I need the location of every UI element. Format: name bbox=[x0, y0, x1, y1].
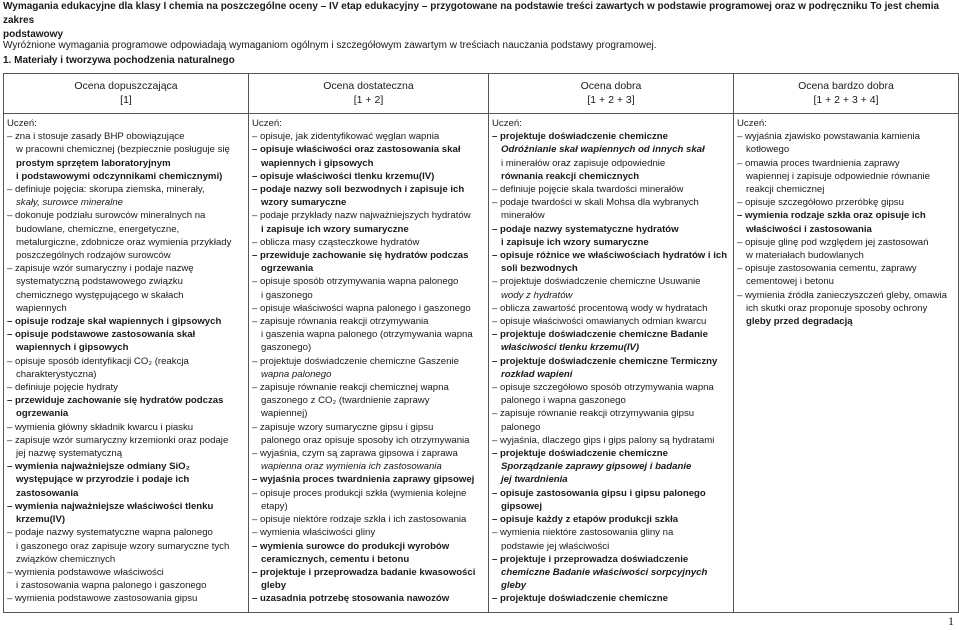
requirement-line: – opisuje sposób identyfikacji CO₂ (reakcja bbox=[7, 355, 189, 367]
requirement-line: – zapisuje równanie reakcji chemicznej wapna bbox=[252, 382, 449, 394]
requirement-line: – wymienia właściwości gliny bbox=[252, 527, 376, 539]
student-label: Uczeń: bbox=[252, 118, 282, 129]
column-header-name: Ocena dobra bbox=[580, 80, 642, 92]
requirement-line: metalurgiczne, zdobnicze oraz wymienia przykłady bbox=[16, 236, 232, 248]
requirement-line: – projektuje doświadczenie chemiczne Usuwanie bbox=[492, 276, 701, 288]
column-header-scale: [1 + 2 + 3] bbox=[587, 94, 635, 106]
requirement-line: jej twardnienia bbox=[501, 474, 568, 486]
requirement-line: – definiuje pojęcie hydraty bbox=[7, 382, 118, 394]
requirement-line: palonego i wapna gaszonego bbox=[501, 395, 626, 407]
requirement-line: – opisuje zastosowania cementu, zaprawy bbox=[737, 263, 917, 275]
requirement-line: budowlane, chemiczne, energetyczne, bbox=[16, 223, 180, 235]
document-title-line2: podstawowy bbox=[3, 29, 64, 40]
requirement-line: – opisuje rodzaje skał wapiennych i gipsowych bbox=[7, 316, 222, 328]
requirement-line: – opisuje właściwości wapna palonego i gaszonego bbox=[252, 302, 471, 314]
requirement-line: – podaje nazwy systematyczne wapna palonego bbox=[7, 527, 213, 539]
requirement-line: – podaje twardości w skali Mohsa dla wybranych bbox=[492, 197, 699, 209]
requirement-line: cementowej i betonu bbox=[746, 276, 834, 288]
requirement-line: palonego oraz opisuje sposoby ich otrzymywania bbox=[261, 434, 470, 446]
requirement-line: – omawia proces twardnienia zaprawy bbox=[737, 157, 900, 169]
requirement-line: – wymienia podstawowe zastosowania gipsu bbox=[7, 593, 198, 605]
requirement-line: – projektuje doświadczenie chemiczne bbox=[492, 131, 668, 143]
column-header-scale: [1] bbox=[120, 94, 132, 106]
requirement-line: – wymienia rodzaje szkła oraz opisuje ich bbox=[737, 210, 926, 222]
requirement-line: ceramicznych, cementu i betonu bbox=[261, 553, 410, 565]
page-number: 1 bbox=[948, 614, 954, 628]
requirement-line: – opisuje szczegółowo przeróbkę gipsu bbox=[737, 197, 904, 209]
column-header-name: Ocena dostateczna bbox=[323, 80, 414, 92]
requirement-line: – zapisuje wzory sumaryczne gipsu i gipsu bbox=[252, 421, 434, 433]
document-title-line1: Wymagania edukacyjne dla klasy I chemia na poszczególne oceny – IV etap edukacyjny – przygotowane na podstawie treści zawartych w podstawie programowej oraz w podręczniku To jest chemia zakres bbox=[3, 1, 940, 26]
column-header-name: Ocena dopuszczająca bbox=[74, 80, 178, 92]
requirement-line: – oblicza masy cząsteczkowe hydratów bbox=[252, 236, 420, 248]
requirement-line: – wyjaśnia, czym są zaprawa gipsowa i zaprawa bbox=[252, 448, 458, 460]
requirement-line: ich skutki oraz proponuje sposoby ochrony bbox=[746, 302, 928, 314]
requirement-line: – projektuje doświadczenie chemiczne bbox=[492, 593, 668, 605]
requirement-line: – projektuje doświadczenie chemiczne bbox=[492, 448, 668, 460]
requirement-line: ogrzewania bbox=[261, 263, 314, 275]
requirement-line: – wyjaśnia proces twardnienia zaprawy gipsowej bbox=[252, 474, 475, 486]
requirement-line: wapiennej i zapisuje odpowiednie równanie bbox=[746, 170, 931, 182]
student-label: Uczeń: bbox=[737, 118, 767, 129]
requirement-line: – zapisuje równania reakcji otrzymywania bbox=[252, 316, 429, 328]
requirements-cell-grade-1 bbox=[4, 114, 249, 613]
requirement-line: gipsowej bbox=[501, 500, 543, 512]
requirement-line: – podaje nazwy soli bezwodnych i zapisuje ich bbox=[252, 184, 465, 196]
requirement-line: zastosowania bbox=[16, 487, 79, 499]
requirement-line: – opisuje zastosowania gipsu i gipsu palonego bbox=[492, 487, 706, 499]
requirement-line: i gaszonego bbox=[261, 289, 313, 301]
requirement-line: gaszonego) bbox=[261, 342, 312, 354]
requirement-line: – opisuje właściwości tlenku krzemu(IV) bbox=[252, 170, 435, 182]
requirement-line: – definiuje pojęcie skala twardości minerałów bbox=[492, 184, 684, 196]
requirements-cell-grade-2 bbox=[249, 114, 489, 613]
column-header-grade-3 bbox=[489, 74, 734, 114]
requirement-line: rozkład wapieni bbox=[501, 368, 573, 380]
column-header-scale: [1 + 2 + 3 + 4] bbox=[813, 94, 879, 106]
requirement-line: i podstawowymi odczynnikami chemicznymi) bbox=[16, 170, 223, 182]
requirement-line: gleby przed degradacją bbox=[746, 316, 853, 328]
requirement-line: wzory sumaryczne bbox=[261, 197, 347, 209]
requirement-line: – wymienia podstawowe właściwości bbox=[7, 566, 164, 578]
requirement-line: palonego bbox=[501, 421, 541, 433]
requirement-line: minerałów bbox=[501, 210, 545, 222]
requirement-line: wapna palonego bbox=[261, 368, 332, 380]
requirement-line: i minerałów oraz zapisuje odpowiednie bbox=[501, 157, 666, 169]
requirement-line: ogrzewania bbox=[16, 408, 69, 420]
requirement-line: i zapisuje ich wzory sumaryczne bbox=[501, 236, 649, 248]
requirement-line: – opisuje każdy z etapów produkcji szkła bbox=[492, 514, 679, 526]
requirement-line: – opisuje podstawowe zastosowania skał bbox=[7, 329, 196, 341]
requirement-line: – wyjaśnia zjawisko powstawania kamienia bbox=[737, 131, 920, 143]
requirement-line: etapy) bbox=[261, 500, 288, 512]
requirement-line: chemicznego występującego w skałach bbox=[16, 289, 184, 301]
requirement-line: kotłowego bbox=[746, 144, 790, 156]
requirement-line: gleby bbox=[261, 580, 287, 592]
requirement-line: gleby bbox=[501, 580, 527, 592]
requirements-cell-grade-3 bbox=[489, 114, 734, 613]
requirement-line: występujące w przyrodzie i podaje ich bbox=[16, 474, 190, 486]
requirement-line: właściwości i zastosowania bbox=[746, 223, 872, 235]
requirement-line: wapiennych bbox=[16, 302, 67, 314]
requirement-line: związków chemicznych bbox=[16, 553, 116, 565]
requirement-line: soli bezwodnych bbox=[501, 263, 578, 275]
requirement-line: – wymienia najważniejsze właściwości tlenku bbox=[7, 500, 214, 512]
requirement-line: poszczególnych rodzajów surowców bbox=[16, 250, 171, 262]
requirement-line: w pracowni chemicznej (bezpiecznie posługuje się bbox=[16, 144, 230, 156]
requirement-line: Sporządzanie zaprawy gipsowej i badanie bbox=[501, 461, 692, 473]
requirement-line: jej nazwę systematyczną bbox=[16, 448, 123, 460]
requirement-line: – przewiduje zachowanie się hydratów podczas bbox=[252, 250, 469, 262]
requirement-line: wapiennej) bbox=[261, 408, 308, 420]
requirement-line: systematyczną podstawowego związku bbox=[16, 276, 183, 288]
requirement-line: – podaje przykłady nazw najważniejszych hydratów bbox=[252, 210, 471, 222]
requirement-line: w materiałach budowlanych bbox=[746, 250, 864, 262]
requirement-line: – wymienia źródła zanieczyszczeń gleby, omawia bbox=[737, 289, 947, 301]
requirement-line: – projektuje i przeprowadza badanie kwasowości bbox=[252, 566, 476, 578]
requirement-line: – projektuje doświadczenie chemiczne Termiczny bbox=[492, 355, 718, 367]
requirements-table bbox=[3, 73, 959, 613]
requirement-line: – uzasadnia potrzebę stosowania nawozów bbox=[252, 593, 450, 605]
requirement-line: – projektuje doświadczenie chemiczne Gaszenie bbox=[252, 355, 459, 367]
requirement-line: Odróżnianie skał wapiennych od innych skał bbox=[501, 144, 705, 156]
requirement-line: skały, surowce mineralne bbox=[16, 197, 123, 209]
requirement-line: – wyjaśnia, dlaczego gips i gips palony są hydratami bbox=[492, 434, 715, 446]
highlight-note: Wyróżnione wymagania programowe odpowiadają wymaganiom ogólnym i szczegółowym zawartym w treściach nauczania podstawy programowej. bbox=[3, 40, 657, 51]
requirement-line: podstawie jej właściwości bbox=[501, 540, 610, 552]
column-header-grade-2 bbox=[249, 74, 489, 114]
section-heading: 1. Materiały i tworzywa pochodzenia naturalnego bbox=[3, 55, 235, 66]
requirement-line: i gaszenia wapna palonego (otrzymywania wapna bbox=[261, 329, 473, 341]
requirement-line: – zapisuje wzór sumaryczny i podaje nazwę bbox=[7, 263, 194, 275]
requirement-line: – opisuje glinę pod względem jej zastosowań bbox=[737, 236, 929, 248]
column-header-grade-1 bbox=[4, 74, 249, 114]
requirement-line: – przewiduje zachowanie się hydratów podczas bbox=[7, 395, 224, 407]
requirement-line: i gaszonego oraz zapisuje wzory sumaryczne tych bbox=[16, 540, 230, 552]
requirement-line: właściwości tlenku krzemu(IV) bbox=[501, 342, 640, 354]
requirement-line: – projektuje i przeprowadza doświadczenie bbox=[492, 553, 689, 565]
requirement-line: – podaje nazwy systematyczne hydratów bbox=[492, 223, 679, 235]
requirement-line: reakcji chemicznej bbox=[746, 184, 825, 196]
requirement-line: – zapisuje równanie reakcji otrzymywania gipsu bbox=[492, 408, 695, 420]
requirement-line: – oblicza zawartość procentową wody w hydratach bbox=[492, 302, 708, 314]
column-header-name: Ocena bardzo dobra bbox=[798, 80, 894, 92]
column-header-scale: [1 + 2] bbox=[353, 94, 384, 106]
requirement-line: – wymienia surowce do produkcji wyrobów bbox=[252, 540, 450, 552]
requirements-cell-grade-4 bbox=[734, 114, 959, 613]
requirement-line: i zastosowania wapna palonego i gaszonego bbox=[16, 580, 207, 592]
requirement-line: prostym sprzętem laboratoryjnym bbox=[16, 157, 171, 169]
requirement-line: i zapisuje ich wzory sumaryczne bbox=[261, 223, 409, 235]
column-header-grade-4 bbox=[734, 74, 959, 114]
requirement-line: – zna i stosuje zasady BHP obowiązujące bbox=[7, 131, 185, 143]
requirement-line: – wymienia główny składnik kwarcu i piasku bbox=[7, 421, 194, 433]
requirement-line: – opisuje właściwości oraz zastosowania skał bbox=[252, 144, 461, 156]
requirement-line: – zapisuje wzór sumaryczny krzemionki oraz podaje bbox=[7, 434, 229, 446]
requirement-line: – projektuje doświadczenie chemiczne Badanie bbox=[492, 329, 708, 341]
requirement-line: wapiennych i gipsowych bbox=[16, 342, 129, 354]
requirement-line: – opisuje szczegółowo sposób otrzymywania wapna bbox=[492, 382, 714, 394]
requirement-line: – wymienia najważniejsze odmiany SiO₂ bbox=[7, 461, 190, 473]
requirement-line: chemiczne Badanie właściwości sorpcyjnych bbox=[501, 566, 708, 578]
requirement-line: wody z hydratów bbox=[501, 289, 573, 301]
requirement-line: wapiennych i gipsowych bbox=[261, 157, 374, 169]
student-label: Uczeń: bbox=[492, 118, 522, 129]
requirement-line: krzemu(IV) bbox=[16, 514, 66, 526]
document-title bbox=[3, 0, 958, 42]
requirement-line: – opisuje właściwości omawianych odmian kwarcu bbox=[492, 316, 707, 328]
requirement-line: – dokonuje podziału surowców mineralnych na bbox=[7, 210, 206, 222]
table-header-row bbox=[4, 74, 959, 114]
requirement-line: charakterystyczna) bbox=[16, 368, 97, 380]
table-body-row bbox=[4, 114, 959, 613]
requirement-line: – opisuje sposób otrzymywania wapna palonego bbox=[252, 276, 459, 288]
requirement-line: – opisuje, jak zidentyfikować węglan wapnia bbox=[252, 131, 440, 143]
requirement-line: – opisuje proces produkcji szkła (wymienia kolejne bbox=[252, 487, 467, 499]
requirement-line: – wymienia niektóre zastosowania gliny na bbox=[492, 527, 674, 539]
requirement-line: wapienna oraz wymienia ich zastosowania bbox=[261, 461, 442, 473]
requirement-line: – opisuje różnice we właściwościach hydratów i ich bbox=[492, 250, 728, 262]
requirement-line: gaszonego z CO₂ (twardnienie zaprawy bbox=[261, 395, 430, 407]
requirement-line: – definiuje pojęcia: skorupa ziemska, minerały, bbox=[7, 184, 205, 196]
requirement-line: – opisuje niektóre rodzaje szkła i ich zastosowania bbox=[252, 514, 467, 526]
student-label: Uczeń: bbox=[7, 118, 37, 129]
requirement-line: równania reakcji chemicznych bbox=[501, 170, 640, 182]
